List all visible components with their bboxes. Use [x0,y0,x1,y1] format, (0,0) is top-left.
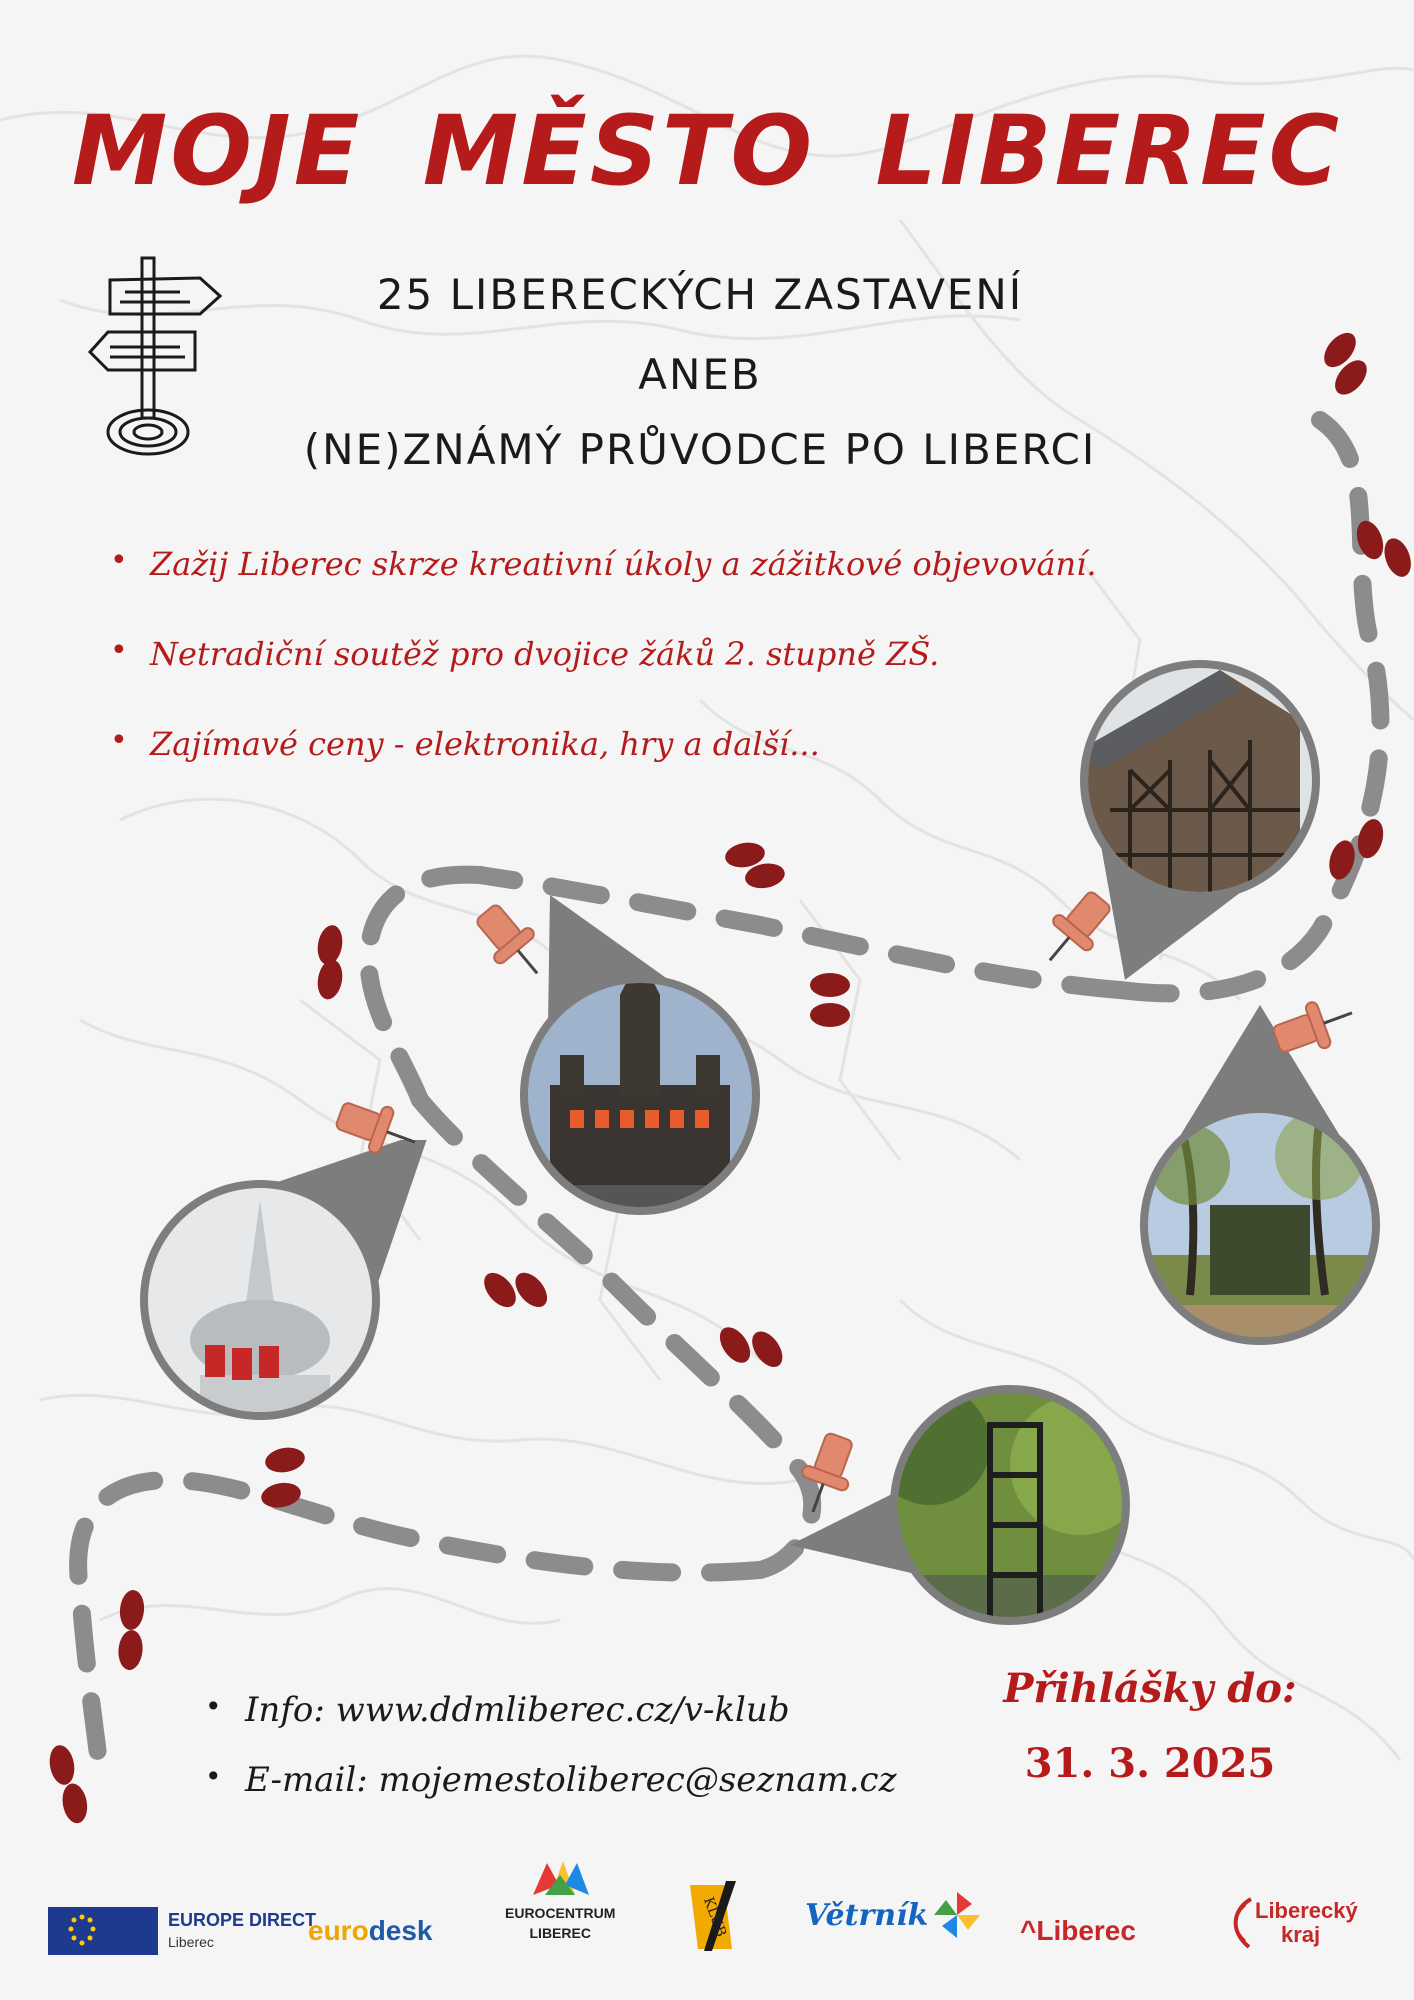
eurodesk-logo [308,1915,433,1947]
subtitle-line-2: ANEB [638,350,762,399]
vetrnik-logo [805,1890,982,1940]
liberec-city-logo: ^Liberec [1020,1915,1136,1946]
feature-item: • Netradiční soutěž pro dvojice žáků 2. stupně ZŠ. [110,635,1260,673]
feature-item: • Zajímavé ceny - elektronika, hry a další... [110,725,1260,763]
europe-direct-logo [48,1907,316,1955]
page-title: MOJE MĚSTO LIBEREC [71,95,1343,207]
email-link[interactable]: • E-mail: mojemestoliberec@seznam.cz [205,1760,896,1800]
europe-direct-sub: Liberec [168,1934,214,1950]
kraj-icon [1225,1895,1255,1951]
feature-item: • Zažij Liberec skrze kreativní úkoly a zážitkové objevování. [110,545,1260,583]
eurocentrum-logo [505,1855,615,1943]
contact-list [205,1690,896,1830]
europe-direct-label: EUROPE DIRECT [168,1910,317,1930]
eurocentrum-label-2: LIBEREC [529,1925,591,1941]
klub-label: KLUB [699,1894,730,1940]
vetrnik-label: Větrník [805,1897,929,1933]
eu-flag-icon [48,1907,158,1955]
eurocentrum-label-1: EUROCENTRUM [505,1905,616,1921]
partner-logos [0,1855,1414,1975]
subtitle-line-3: (NE)ZNÁMÝ PRŮVODCE PO LIBERCI [303,425,1097,474]
subtitle-line-1: 25 LIBERECKÝCH ZASTAVENÍ [376,270,1024,319]
eurocentrum-icon [525,1855,595,1903]
pinwheel-icon [932,1890,982,1940]
info-link[interactable]: • Info: www.ddmliberec.cz/v-klub [205,1690,896,1730]
kraj-label-1: Liberecký [1255,1898,1358,1923]
eurodesk-label-a: euro [308,1915,369,1946]
kraj-label-2: kraj [1281,1922,1321,1947]
klub-logo [682,1875,742,1955]
deadline-label: Přihlášky do: [1003,1665,1297,1712]
deadline-date: 31. 3. 2025 [1024,1740,1276,1787]
eurodesk-label-b: desk [368,1915,433,1946]
liberecky-kraj-logo [1225,1895,1358,1951]
